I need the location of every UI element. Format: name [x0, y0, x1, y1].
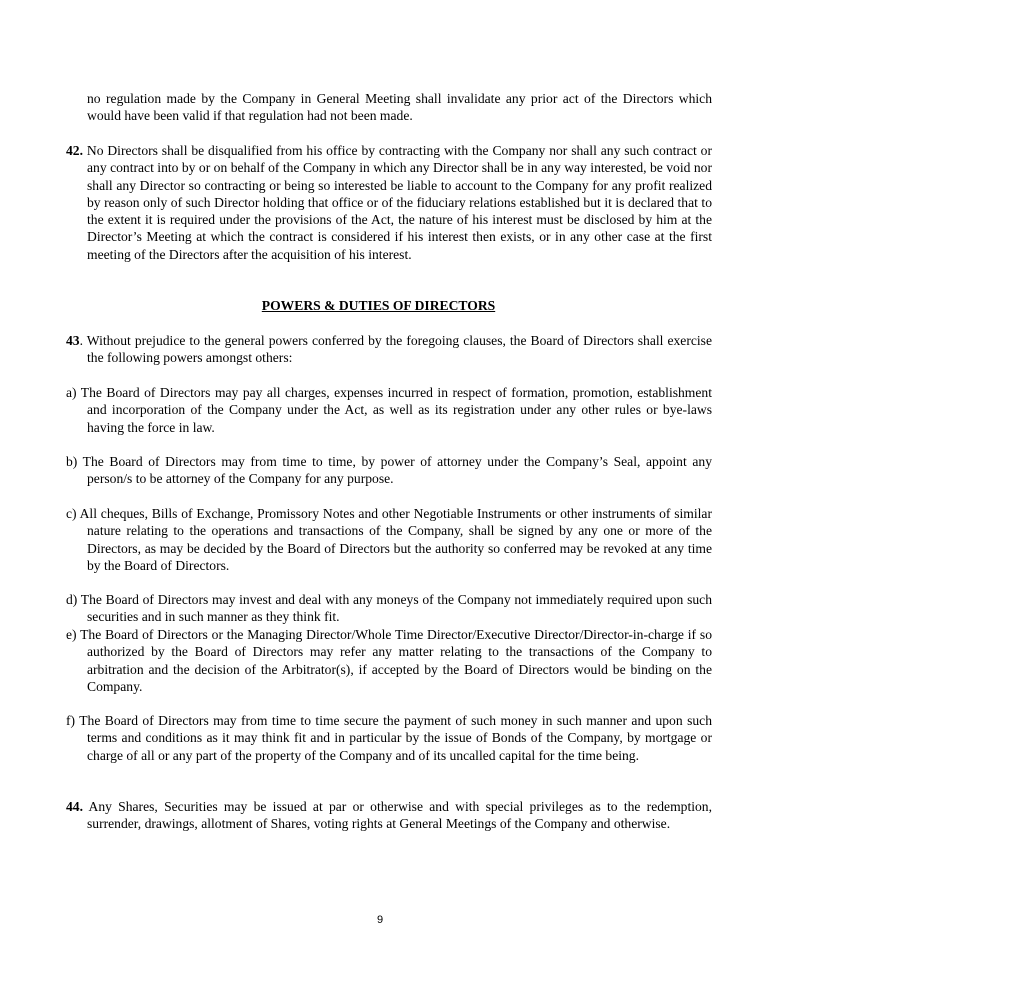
clause-42	[66, 142, 712, 263]
page-number: 9	[376, 914, 384, 926]
clause-43-number: 43	[66, 333, 80, 348]
section-heading: POWERS & DUTIES OF DIRECTORS	[261, 298, 496, 313]
continuation-paragraph: no regulation made by the Company in General Meeting shall invalidate any prior act of the Directors which would have been valid if that regulation had not been made.	[87, 91, 712, 124]
clause-43	[66, 332, 712, 367]
sub-item-c: c) All cheques, Bills of Exchange, Promissory Notes and other Negotiable Instruments or other instruments of similar nature relating to the operations and transactions of the Company, shall be signed by any one or more of the Directors, as may be decided by the Board of Directors but the authority so conferred may be revoked at any time by the Board of Directors.	[66, 506, 712, 573]
clause-44	[66, 798, 712, 833]
clause-42-number: 42.	[66, 143, 83, 158]
clause-44-number: 44.	[66, 799, 83, 814]
sub-item-b: b) The Board of Directors may from time to time, by power of attorney under the Company’s Seal, appoint any person/s to be attorney of the Company for any purpose.	[66, 454, 712, 487]
clause-43-text: . Without prejudice to the general powers conferred by the foregoing clauses, the Board of Directors shall exercise the following powers amongst others:	[79, 333, 712, 366]
sub-item-d: d) The Board of Directors may invest and deal with any moneys of the Company not immediately required upon such securities and in such manner as they think fit.	[66, 592, 712, 625]
sub-item-f: f) The Board of Directors may from time to time secure the payment of such money in such manner and upon such terms and conditions as it may think fit and in particular by the issue of Bonds of the Company, by mortgage or charge of all or any part of the property of the Company and of its uncalled capital for the time being.	[66, 713, 712, 763]
clause-44-text: Any Shares, Securities may be issued at par or otherwise and with special privileges as to the redemption, surrender, drawings, allotment of Shares, voting rights at General Meetings of the Company and otherwise.	[83, 799, 712, 832]
sub-item-a: a) The Board of Directors may pay all charges, expenses incurred in respect of formation, promotion, establishment and incorporation of the Company under the Act, as well as its registration under any other rules or bye-laws having the force in law.	[66, 385, 712, 435]
clause-42-text: No Directors shall be disqualified from his office by contracting with the Company nor shall any such contract or any contract into by or on behalf of the Company in which any Director shall be in any way interested, be void nor shall any Director so contracting or being so interested be liable to account to the Company for any profit realized by reason only of such Director holding that office or of the fiduciary relations established but it is declared that to the extent it is required under the provisions of the Act, the nature of his interest must be disclosed by him at the Director’s Meeting at which the contract is considered if his interest then exists, or in any other case at the first meeting of the Directors after the acquisition of his interest.	[83, 143, 712, 262]
sub-item-e: e) The Board of Directors or the Managing Director/Whole Time Director/Executive Director/Director-in-charge if so authorized by the Board of Directors may refer any matter relating to the transactions of the Company to arbitration and the decision of the Arbitrator(s), if accepted by the Board of Directors would be binding on the Company.	[66, 627, 712, 694]
